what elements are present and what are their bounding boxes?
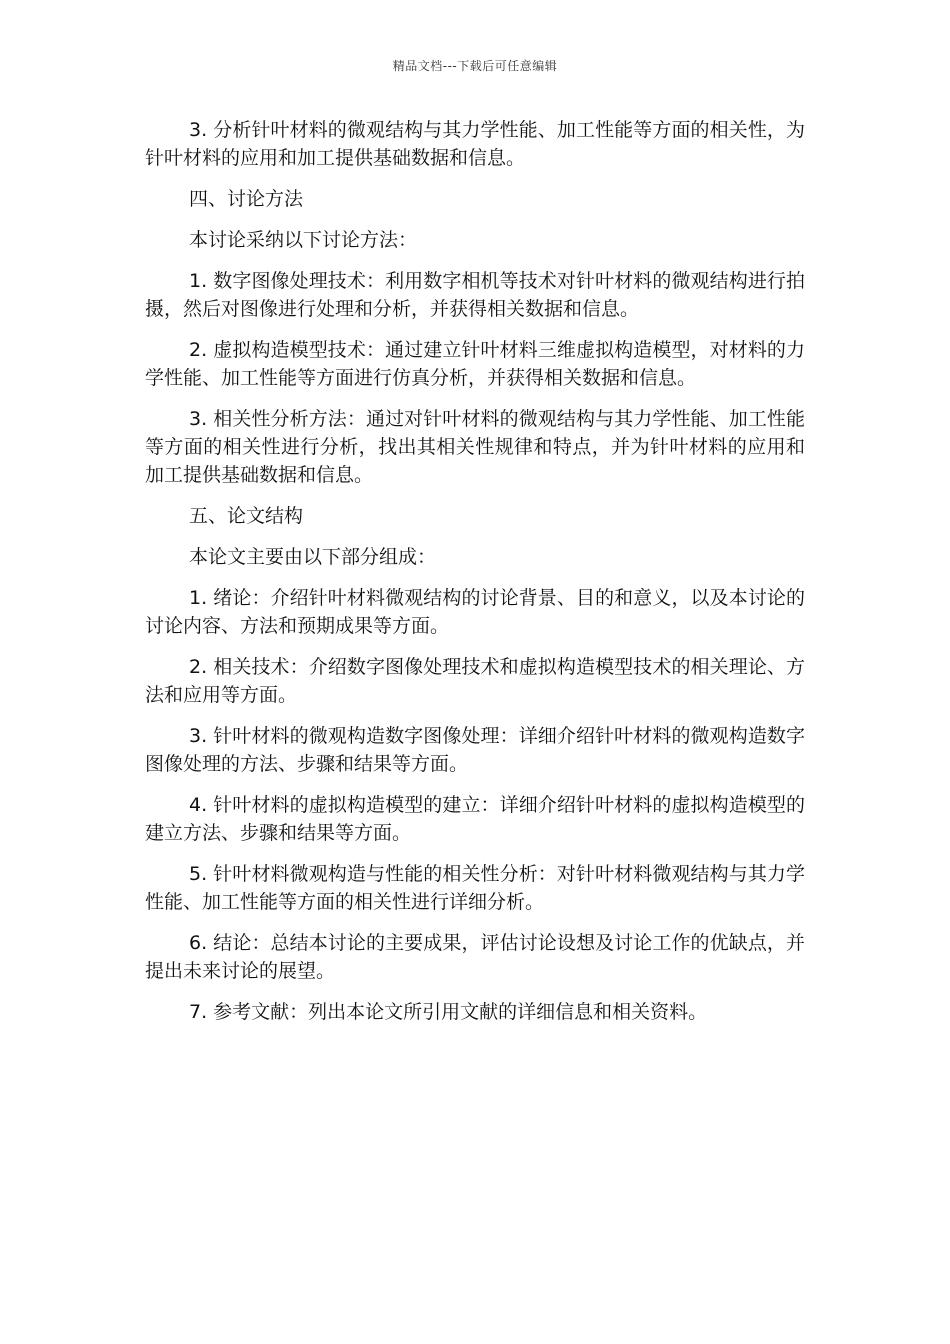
paragraph-structure-4: 4. 针叶材料的虚拟构造模型的建立：详细介绍针叶材料的虚拟构造模型的建立方法、步骤和结果等方面。 [145,794,805,844]
paragraph-structure-6: 6. 结论：总结本讨论的主要成果，评估讨论设想及讨论工作的优缺点，并提出未来讨论的展望。 [145,932,805,982]
document-body [145,116,805,1039]
paragraph-structure-7: 7. 参考文献：列出本论文所引用文献的详细信息和相关资料。 [189,1001,708,1023]
paragraph-objective-3: 3. 分析针叶材料的微观结构与其力学性能、加工性能等方面的相关性，为针叶材料的应用和加工提供基础数据和信息。 [145,119,805,169]
paragraph-structure-5: 5. 针叶材料微观构造与性能的相关性分析：对针叶材料微观结构与其力学性能、加工性能等方面的相关性进行详细分析。 [145,863,805,913]
paragraph-method-2: 2. 虚拟构造模型技术：通过建立针叶材料三维虚拟构造模型，对材料的力学性能、加工性能等方面进行仿真分析，并获得相关数据和信息。 [145,339,805,389]
paragraph-structure-intro: 本论文主要由以下部分组成： [189,546,437,568]
paragraph-structure-2: 2. 相关技术：介绍数字图像处理技术和虚拟构造模型技术的相关理论、方法和应用等方面。 [145,656,805,706]
page-header: 精品文档---下载后可任意编辑 [392,59,558,73]
section-heading-methods: 四、讨论方法 [189,188,304,210]
section-heading-structure: 五、论文结构 [189,505,304,527]
paragraph-structure-3: 3. 针叶材料的微观构造数字图像处理：详细介绍针叶材料的微观构造数字图像处理的方法、步骤和结果等方面。 [145,725,805,775]
paragraph-methods-intro: 本讨论采纳以下讨论方法： [189,229,418,251]
paragraph-method-1: 1. 数字图像处理技术：利用数字相机等技术对针叶材料的微观结构进行拍摄，然后对图像进行处理和分析，并获得相关数据和信息。 [145,270,805,320]
paragraph-structure-1: 1. 绪论：介绍针叶材料微观结构的讨论背景、目的和意义，以及本讨论的讨论内容、方法和预期成果等方面。 [145,587,805,637]
paragraph-method-3: 3. 相关性分析方法：通过对针叶材料的微观结构与其力学性能、加工性能等方面的相关性进行分析，找出其相关性规律和特点，并为针叶材料的应用和加工提供基础数据和信息。 [145,408,805,486]
